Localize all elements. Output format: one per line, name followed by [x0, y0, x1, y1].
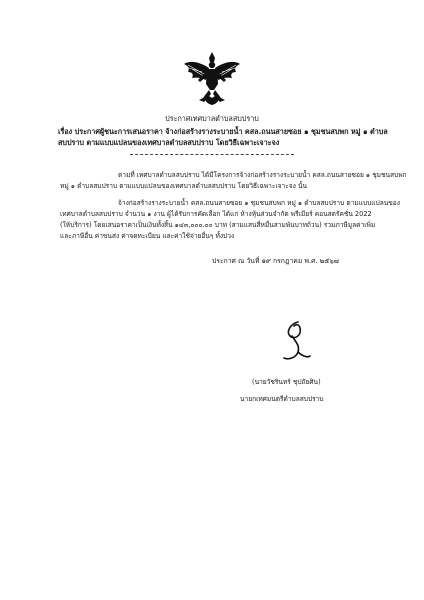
announcement-subject	[58, 126, 388, 148]
announcement-date: ประกาศ ณ วันที่ ๑๙ กรกฎาคม พ.ศ. ๒๕๖๗	[212, 257, 339, 265]
body-paragraph-2-line-1: จ้างก่อสร้างรางระบายน้ำ คสล.ถนนสายซอย ๑ ชุมชนสบพก หมู่ ๑ ตำบลสบปราบ ตามแบบแปลนของ	[118, 199, 400, 207]
handwritten-signature-icon	[278, 318, 314, 366]
body-paragraph-1-line-1: ตามที่ เทศบาลตำบลสบปราบ ได้มีโครงการจ้างก่อสร้างรางระบายน้ำ คสล.ถนนสายซอย ๑ ชุมชนสบพก	[118, 171, 407, 179]
body-paragraph-2-line-4: และภาษีอื่น ค่าขนส่ง ค่าจดทะเบียน และค่าใช้จ่ายอื่นๆ ทั้งปวง	[60, 232, 235, 240]
body-paragraph-2-line-3: (ให้บริการ) โดยเสนอราคาเป็นเงินทั้งสิ้น ๑๔๓,๐๐๐.๐๐ บาท (สามแสนสี่หมื่นสามพันบาทถ้วน) รวมภาษีมูลค่าเพิ่ม	[60, 221, 376, 229]
signatory-name: (นายวัชรินทร์ ชุปถัยศิน)	[252, 378, 321, 386]
organization-title: ประกาศเทศบาลตำบลสบปราบ	[165, 114, 259, 123]
subject-line-2: สบปราบ ตามแบบแปลนของเทศบาลตำบลสบปราบ โดยวิธีเฉพาะเจาะจง	[58, 138, 280, 147]
dashed-divider	[130, 154, 294, 155]
subject-line-1: เรื่อง ประกาศผู้ชนะการเสนอราคา จ้างก่อสร้างรางระบายน้ำ คสล.ถนนสายซอย ๑ ชุมชนสบพก หมู่ ๑ ตำบล	[58, 127, 388, 136]
garuda-emblem-icon	[182, 50, 242, 106]
body-paragraph-2-line-2: เทศบาลตำบลสบปราบ จำนวน ๑ งาน ผู้ได้รับการคัดเลือก ได้แก่ ห้างหุ้นส่วนจำกัด พรีเมียร์ คอนสตรัคชั่น 2022	[60, 210, 372, 218]
body-paragraph-1-line-2: หมู่ ๑ ตำบลสบปราบ ตามแบบแปลนของเทศบาลตำบลสบปราบ โดยวิธีเฉพาะเจาะจง นั้น	[60, 182, 307, 190]
signatory-position: นายกเทศมนตรีตำบลสบปราบ	[240, 395, 324, 403]
